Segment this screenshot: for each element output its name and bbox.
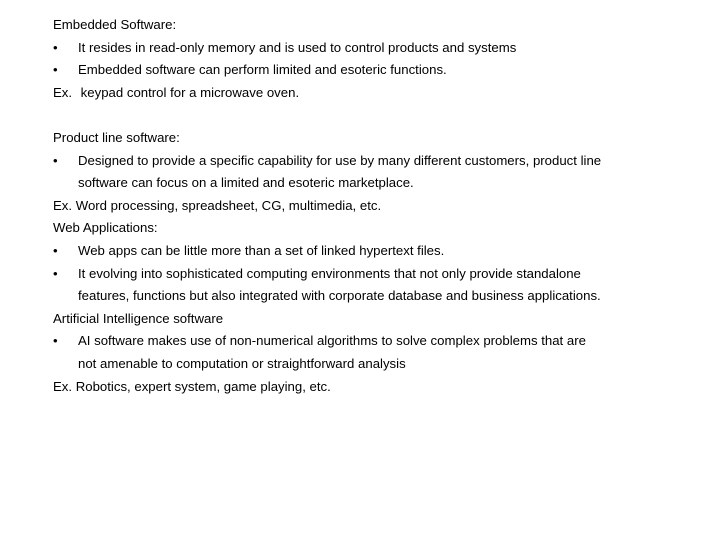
example-label: Ex. (53, 197, 73, 213)
bullet-item (53, 37, 693, 60)
bullet-text: AI software makes use of non-numerical algorithms to solve complex problems that are (78, 333, 586, 349)
bullet-text: Designed to provide a specific capability for use by many different customers, product line (78, 152, 602, 168)
bullet-text: It resides in read-only memory and is used to control products and systems (78, 39, 517, 55)
bullet-icon: • (53, 152, 58, 168)
section-heading-product-line: Product line software: (53, 129, 180, 145)
section-heading-embedded: Embedded Software: (53, 17, 177, 32)
bullet-item (53, 240, 693, 263)
example-line (53, 376, 693, 399)
example-text: Word processing, spreadsheet, CG, multimedia, etc. (75, 197, 382, 213)
example-text: keypad control for a microwave oven. (80, 84, 300, 100)
bullet-text-continuation: software can focus on a limited and esoteric marketplace. (78, 175, 414, 191)
section-heading-ai: Artificial Intelligence software (53, 310, 224, 326)
bullet-text: Web apps can be little more than a set of linked hypertext files. (78, 242, 445, 258)
bullet-item (53, 59, 693, 82)
bullet-icon: • (53, 242, 58, 258)
bullet-icon: • (53, 333, 58, 349)
bullet-text-continuation: features, functions but also integrated with corporate database and business applications. (78, 288, 601, 304)
spacer (53, 104, 693, 127)
example-label: Ex. (53, 378, 73, 394)
example-text: Robotics, expert system, game playing, etc. (75, 378, 331, 394)
example-line (53, 195, 693, 218)
section-heading-web-apps: Web Applications: (53, 220, 158, 236)
bullet-text-continuation: not amenable to computation or straightforward analysis (78, 355, 406, 371)
slide-content (53, 14, 693, 398)
bullet-icon: • (53, 265, 58, 281)
example-label: Ex. (53, 84, 73, 100)
bullet-text: Embedded software can perform limited and esoteric functions. (78, 62, 447, 78)
bullet-text: It evolving into sophisticated computing environments that not only provide standalone (78, 265, 581, 281)
bullet-item (53, 330, 693, 353)
bullet-item (53, 150, 693, 173)
bullet-icon: • (53, 39, 58, 55)
example-line (53, 82, 693, 105)
bullet-icon: • (53, 62, 58, 78)
bullet-item (53, 263, 693, 286)
